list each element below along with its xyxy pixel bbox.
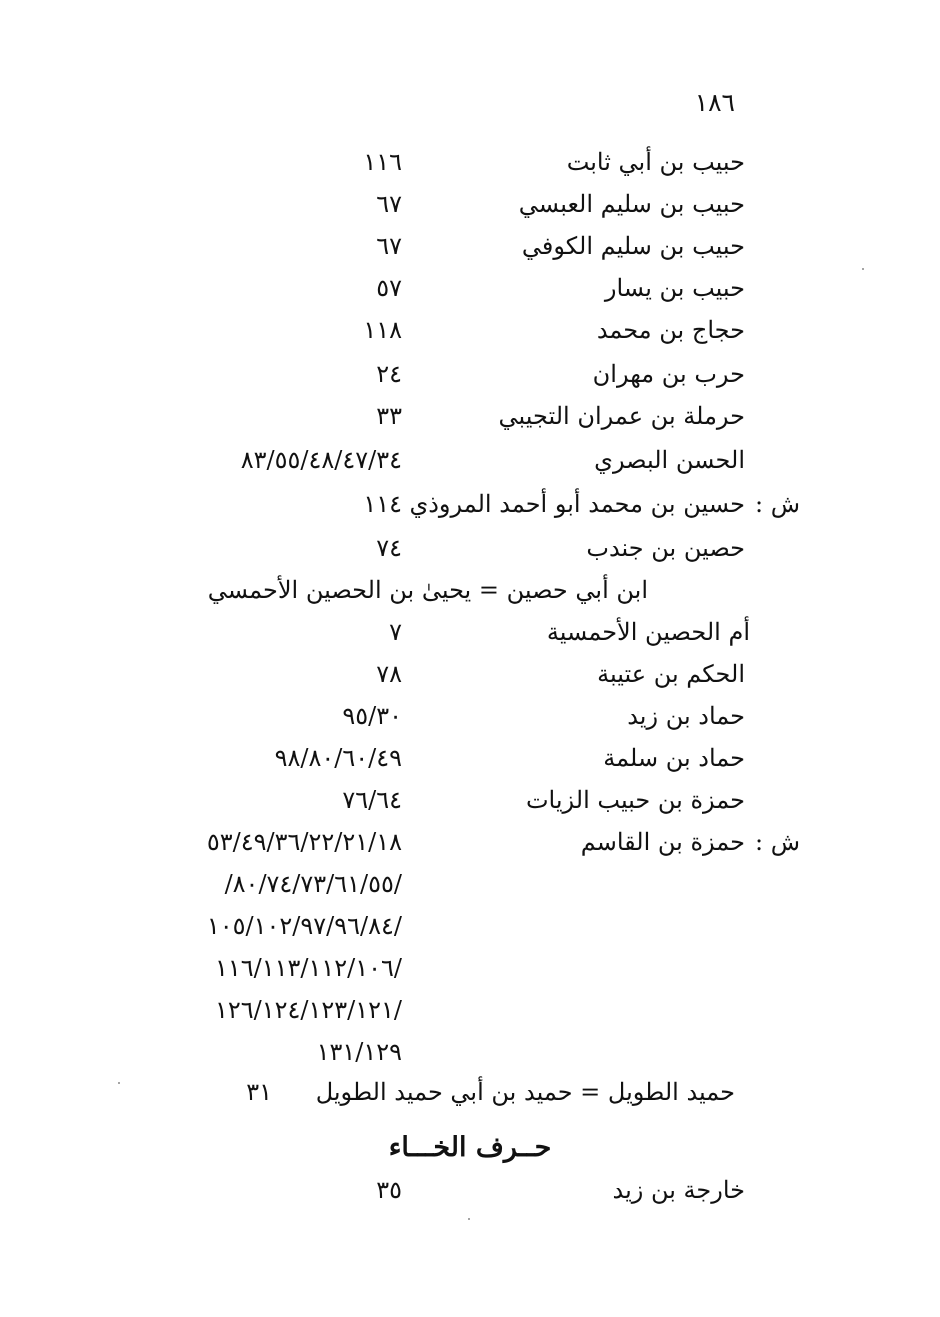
pages-continuation xyxy=(0,912,940,954)
cross-reference-entry xyxy=(0,1078,940,1120)
entry-name: الحكم بن عتيبة xyxy=(597,660,745,688)
index-entry xyxy=(0,446,940,488)
entry-pages: ١٣١/١٢٩ xyxy=(316,1038,402,1066)
entry-name: حبيب بن أبي ثابت xyxy=(566,148,745,176)
entry-pages: ٨٣/٥٥/٤٨/٤٧/٣٤ xyxy=(240,446,402,474)
entry-name: حمزة بن القاسم xyxy=(580,828,745,856)
entry-pages: ٧٤ xyxy=(376,534,402,562)
index-entry xyxy=(0,232,940,274)
section-heading: حــرف الخـــاء xyxy=(388,1132,552,1163)
index-entry xyxy=(0,274,940,316)
entry-name: حرملة بن عمران التجيبي xyxy=(498,402,745,430)
index-entry xyxy=(0,702,940,744)
entry-pages: ٦٧ xyxy=(376,190,402,218)
entry-name: الحسن البصري xyxy=(594,446,745,474)
entry-pages: ٥٧ xyxy=(376,274,402,302)
entry-pages: ٦٧ xyxy=(376,232,402,260)
index-entry xyxy=(0,490,940,532)
entry-name: حجاج بن محمد xyxy=(596,316,745,344)
entry-pages: ٩٨/٨٠/٦٠/٤٩ xyxy=(274,744,402,772)
scan-speck xyxy=(118,1082,120,1084)
entry-name: حبيب بن سليم الكوفي xyxy=(521,232,745,260)
entry-pages: ١١٦ xyxy=(363,148,402,176)
entry-pages: ١١٨ xyxy=(363,316,402,344)
entry-name: حماد بن سلمة xyxy=(603,744,745,772)
entry-pages: ٣٥ xyxy=(376,1176,402,1204)
entry-pages: /١٢٦/١٢٤/١٢٣/١٢١ xyxy=(214,996,402,1024)
entry-pages: /١١٦/١١٣/١١٢/١٠٦ xyxy=(214,954,402,982)
entry-pages: /٨٠/٧٤/٧٣/٦١/٥٥/ xyxy=(224,870,402,898)
entry-pages: ٧ xyxy=(389,618,402,646)
index-entry xyxy=(0,786,940,828)
entry-pages: ٣٣ xyxy=(376,402,402,430)
index-entry xyxy=(0,1176,940,1218)
entry-name: حصين بن جندب xyxy=(586,534,745,562)
page-number: ١٨٦ xyxy=(694,88,735,117)
index-entry xyxy=(0,618,940,660)
index-entry xyxy=(0,534,940,576)
index-entry xyxy=(0,402,940,444)
index-entry xyxy=(0,148,940,190)
entry-pages: ٢٤ xyxy=(376,360,402,388)
entry-name: حبيب بن سليم العبسي xyxy=(518,190,745,218)
index-entry xyxy=(0,660,940,702)
index-entry xyxy=(0,744,940,786)
index-entry xyxy=(0,828,940,870)
index-entry xyxy=(0,316,940,358)
entry-name: أم الحصين الأحمسية xyxy=(546,618,750,646)
entry-marker: ش : xyxy=(754,828,800,856)
cross-reference: ابن أبي حصين = يحيىٰ بن الحصين الأحمسي xyxy=(207,576,648,604)
scan-speck xyxy=(468,1218,470,1220)
entry-name: حبيب بن يسار xyxy=(604,274,745,302)
pages-continuation xyxy=(0,996,940,1038)
entry-name: خارجة بن زيد xyxy=(612,1176,745,1204)
pages-continuation xyxy=(0,870,940,912)
entry-pages: ٧٦/٦٤ xyxy=(342,786,402,814)
entry-name: حماد بن زيد xyxy=(627,702,745,730)
pages-continuation xyxy=(0,954,940,996)
entry-pages: ٣١ xyxy=(246,1078,272,1106)
entry-name: حمزة بن حبيب الزيات xyxy=(525,786,745,814)
entry-pages: ٥٣/٤٩/٣٦/٢٢/٢١/١٨ xyxy=(206,828,402,856)
entry-pages: ١١٤ xyxy=(363,490,402,518)
pages-continuation xyxy=(0,1038,940,1080)
index-entry xyxy=(0,360,940,402)
entry-name: حرب بن مهران xyxy=(592,360,745,388)
entry-pages: /١٠٥/١٠٢/٩٧/٩٦/٨٤ xyxy=(206,912,402,940)
index-entry xyxy=(0,190,940,232)
entry-pages: ٧٨ xyxy=(376,660,402,688)
cross-reference: حميد الطويل = حميد بن أبي حميد الطويل xyxy=(315,1078,735,1106)
scan-speck xyxy=(862,268,864,270)
entry-pages: ٩٥/٣٠ xyxy=(342,702,402,730)
entry-name: حسين بن محمد أبو أحمد المروذي xyxy=(409,490,745,518)
entry-marker: ش : xyxy=(754,490,800,518)
